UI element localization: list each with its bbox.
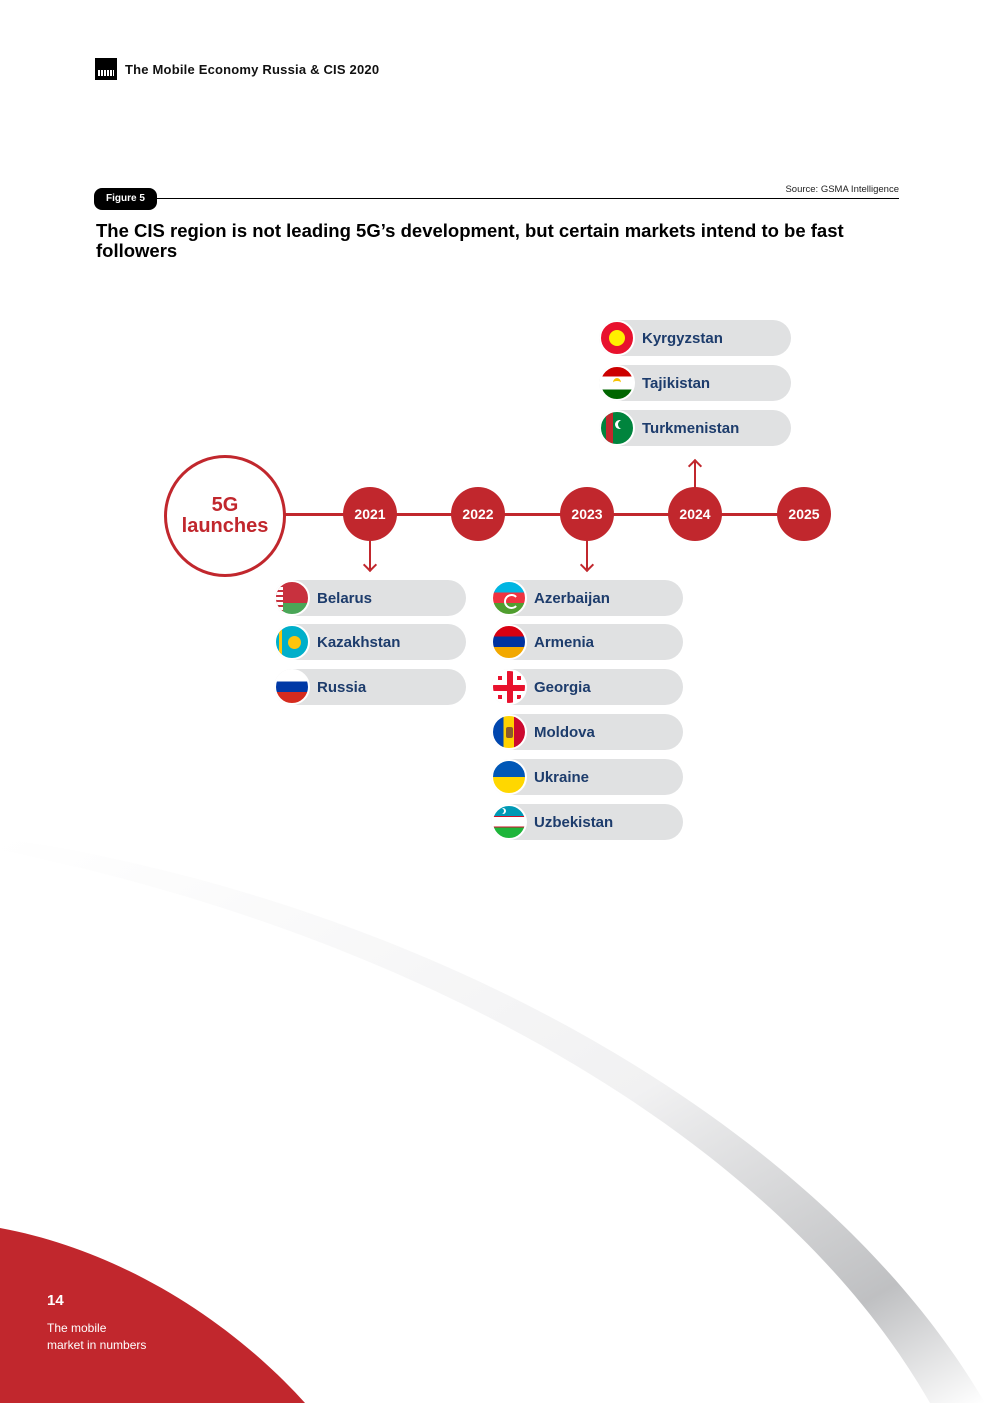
page-number: 14 (47, 1292, 64, 1309)
country-pill-russia (274, 669, 466, 705)
country-pill-kazakhstan (274, 624, 466, 660)
country-pill-uzbekistan (491, 804, 683, 840)
country-pill-armenia (491, 624, 683, 660)
uzbekistan-flag-icon (491, 804, 527, 840)
georgia-flag-icon (491, 669, 527, 705)
country-name: Russia (317, 678, 367, 696)
country-name: Armenia (534, 633, 595, 651)
year-node-2025: 2025 (777, 487, 831, 541)
figure-title: The CIS region is not leading 5G’s development, but certain markets intend to be fast followers (96, 220, 844, 261)
figure-rule (150, 198, 899, 199)
red-corner (0, 1228, 305, 1403)
russia-flag-icon (274, 669, 310, 705)
section-line2: market in numbers (47, 1338, 147, 1352)
5g-launches-circle (164, 455, 286, 577)
country-name: Ukraine (534, 768, 590, 786)
tajikistan-flag-icon (599, 365, 635, 401)
country-name: Belarus (317, 589, 373, 607)
country-name: Tajikistan (642, 374, 711, 392)
ukraine-flag-icon (491, 759, 527, 795)
section-title (47, 1320, 187, 1354)
country-pill-kyrgyzstan (599, 320, 791, 356)
kyrgyzstan-flag-icon (599, 320, 635, 356)
figure-source: Source: GSMA Intelligence (785, 184, 899, 195)
country-pill-tajikistan (599, 365, 791, 401)
country-pill-turkmenistan (599, 410, 791, 446)
country-name: Uzbekistan (534, 813, 614, 831)
report-title: The Mobile Economy Russia & CIS 2020 (125, 61, 380, 77)
country-pill-ukraine (491, 759, 683, 795)
turkmenistan-flag-icon (599, 410, 635, 446)
azerbaijan-flag-icon (491, 580, 527, 616)
country-name: Azerbaijan (534, 589, 610, 607)
country-name: Moldova (534, 723, 595, 741)
country-name: Georgia (534, 678, 591, 696)
country-name: Turkmenistan (642, 419, 740, 437)
moldova-flag-icon (491, 714, 527, 750)
country-pill-georgia (491, 669, 683, 705)
figure-label: Figure 5 (94, 188, 157, 210)
country-pill-belarus (274, 580, 466, 616)
gsma-logo-icon (95, 58, 117, 80)
country-name: Kazakhstan (317, 633, 401, 651)
center-label-line2: launches (181, 515, 269, 537)
year-node-2022: 2022 (451, 487, 505, 541)
armenia-flag-icon (491, 624, 527, 660)
center-label-line1: 5G (211, 494, 239, 516)
year-node-2023: 2023 (560, 487, 614, 541)
year-node-2024: 2024 (668, 487, 722, 541)
country-name: Kyrgyzstan (642, 329, 723, 347)
section-line1: The mobile (47, 1321, 107, 1335)
country-pill-azerbaijan (491, 580, 683, 616)
report-header (95, 58, 379, 80)
country-pill-moldova (491, 714, 683, 750)
year-node-2021: 2021 (343, 487, 397, 541)
kazakhstan-flag-icon (274, 624, 310, 660)
belarus-flag-icon (274, 580, 310, 616)
